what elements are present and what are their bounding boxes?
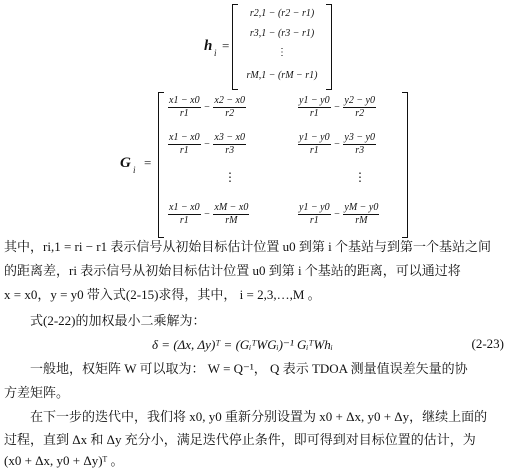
G-row-2-col-2: $\frac{y1 - y0}{r1}$ − $\frac{y3 - y0}{r3}$ xyxy=(299,132,375,156)
equation-G xyxy=(116,92,416,238)
h-row-2: r3,1 − (r3 − r1) xyxy=(249,28,315,39)
G-row-1-col-1: $\frac{x1 - x0}{r1}$ − $\frac{x2 - x0}{r2}$ xyxy=(169,95,245,119)
paragraph-line-5: 一般地，权矩阵 W 可以取为： W = Q⁻¹， Q 表示 TDOA 测量值误差矢量的协 xyxy=(30,361,468,376)
paragraph-line-4: 式(2-22)的加权最小二乘解为： xyxy=(30,313,206,328)
G-dots-col-2: ⋮ xyxy=(354,170,366,184)
G-equals: = xyxy=(144,155,152,170)
paragraph-line-8: 过程，直到 Δx 和 Δy 充分小，满足迭代停止条件，即可得到对目标位置的估计，为 xyxy=(4,432,476,447)
h-subscript: i xyxy=(214,48,217,58)
h-row-dots: ⋮ xyxy=(277,47,287,58)
h-matrix xyxy=(232,4,332,90)
G-dots-col-1: ⋮ xyxy=(224,170,236,184)
paragraph-line-6: 方差矩阵。 xyxy=(4,385,70,400)
h-symbol: h xyxy=(204,38,213,54)
G-symbol: G xyxy=(120,155,131,171)
equation-h xyxy=(196,4,336,90)
paragraph-line-3: x = x0，y = y0 带入式(2-15)求得，其中， i = 2,3,…,M 。 xyxy=(4,287,321,302)
G-row-M-col-1: $\frac{x1 - x0}{r1}$ − $\frac{xM - x0}{rM}$ xyxy=(169,202,249,226)
G-row-2-col-1: $\frac{x1 - x0}{r1}$ − $\frac{x3 - x0}{r3}$ xyxy=(169,132,245,156)
h-equals: = xyxy=(222,38,230,53)
G-matrix xyxy=(158,92,408,238)
paragraph-line-9: (x0 + Δx, y0 + Δy)ᵀ 。 xyxy=(4,453,124,468)
paragraph-line-7: 在下一步的迭代中，我们将 x0, y0 重新分别设置为 x0 + Δx, y0 + Δy，继续上面的 xyxy=(30,409,488,424)
h-row-m: rM,1 − (rM − r1) xyxy=(246,70,318,81)
equation-number-2-23: (2-23) xyxy=(471,336,504,351)
G-row-1-col-2: $\frac{y1 - y0}{r1}$ − $\frac{y2 - y0}{r2}$ xyxy=(299,95,375,119)
G-subscript: i xyxy=(133,165,136,175)
h-row-1: r2,1 − (r2 − r1) xyxy=(249,8,315,19)
G-row-M-col-2: $\frac{y1 - y0}{r1}$ − $\frac{yM - y0}{rM}$ xyxy=(299,202,379,226)
equation-2-23: δ = (Δx, Δy)ᵀ = (GᵢᵀWGᵢ)⁻¹ GᵢᵀWhᵢ xyxy=(152,337,333,352)
paragraph-line-2: 的距离差，ri 表示信号从初始目标估计位置 u0 到第 i 个基站的距离，可以通过将 xyxy=(4,263,461,278)
paragraph-line-1: 其中，ri,1 = ri − r1 表示信号从初始目标估计位置 u0 到第 i 个基站与到第一个基站之间 xyxy=(4,239,491,254)
